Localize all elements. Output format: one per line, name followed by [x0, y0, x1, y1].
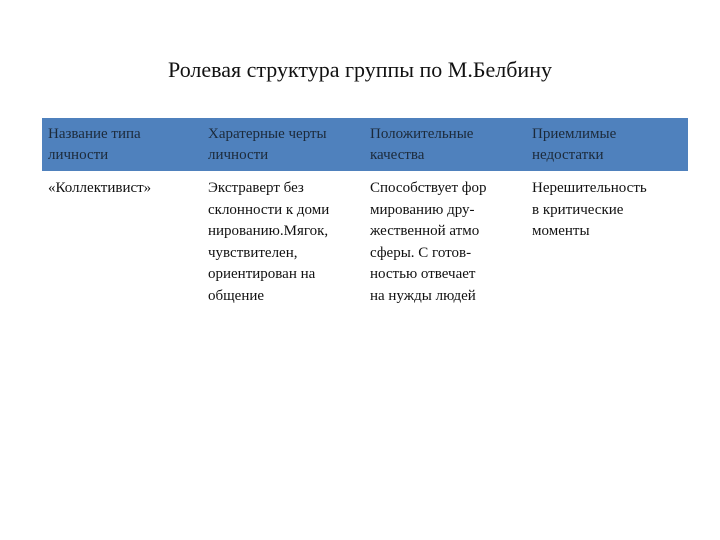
cell-traits-text: Экстраверт без склонности к доми нированию.Мягок, чувствителен, ориентирован на общение — [208, 180, 330, 304]
header-type-name-text: Название типа личности — [48, 126, 141, 163]
cell-acceptable-weaknesses-text: Нерешительность в критические моменты — [532, 180, 647, 239]
table-row — [42, 171, 688, 311]
cell-traits — [202, 171, 364, 311]
header-traits-text: Харатерные черты личности — [208, 126, 327, 163]
cell-type-name — [42, 171, 202, 311]
header-type-name — [42, 118, 202, 171]
header-acceptable-weaknesses — [526, 118, 688, 171]
header-positive-qualities-text: Положительные качества — [370, 126, 474, 163]
table-header — [42, 118, 688, 171]
cell-acceptable-weaknesses — [526, 171, 688, 311]
cell-positive-qualities — [364, 171, 526, 311]
header-acceptable-weaknesses-text: Приемлимые недостатки — [532, 126, 617, 163]
roles-table — [42, 118, 688, 311]
cell-type-name-text: «Коллективист» — [48, 180, 152, 196]
table-body — [42, 171, 688, 311]
table-header-row — [42, 118, 688, 171]
cell-positive-qualities-text: Способствует фор мированию дру- жественной атмо сферы. С готов- ностью отвечает на нужды людей — [370, 180, 487, 304]
header-positive-qualities — [364, 118, 526, 171]
header-traits — [202, 118, 364, 171]
slide-title: Ролевая структура группы по М.Белбину — [168, 57, 552, 82]
